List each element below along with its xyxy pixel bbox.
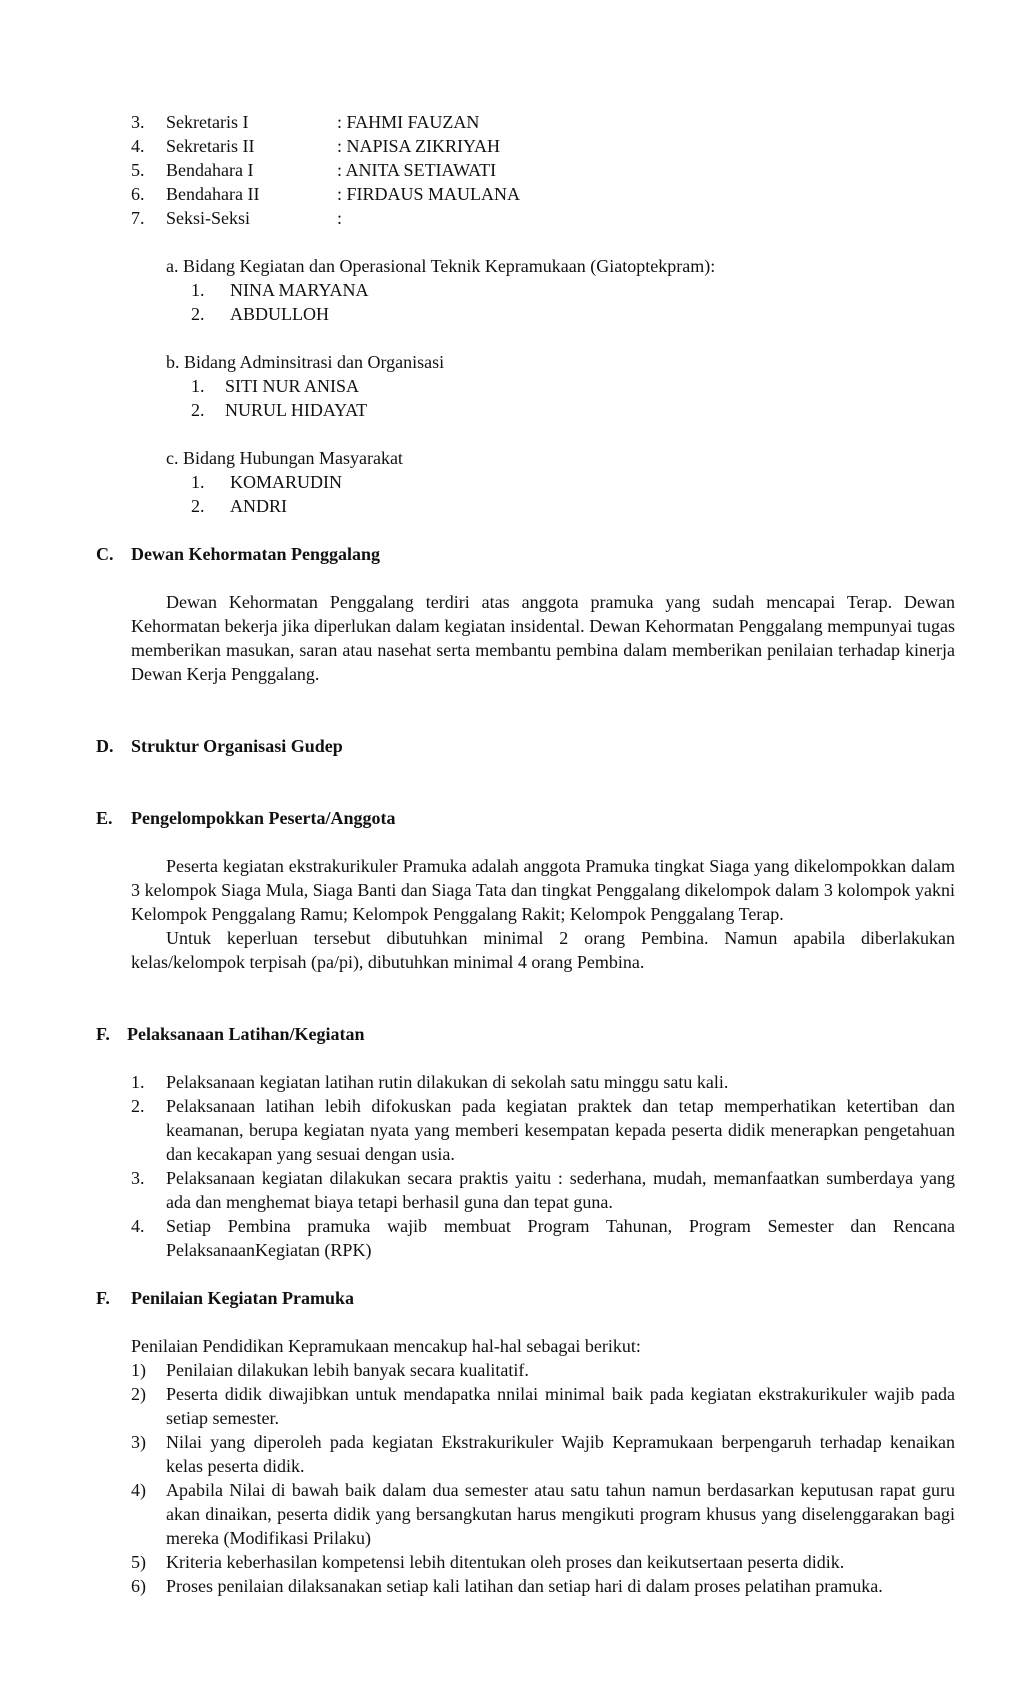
item-num: 4): [131, 1480, 146, 1500]
item-text: Kriteria keberhasilan kompetensi lebih ditentukan oleh proses dan keikutsertaan peserta didik.: [166, 1552, 845, 1572]
officer-name: :: [337, 208, 343, 228]
member-name: NURUL HIDAYAT: [225, 400, 368, 420]
officer-num: 4.: [131, 136, 145, 156]
list-item: [131, 1166, 955, 1214]
item-text: Pelaksanaan latihan lebih difokuskan pada kegiatan praktek dan tetap memperhatikan ketertiban dan keamanan, berupa kegiatan nyata yang memberi kesempatan kepada peserta didik menerapkan pengetahuan dan kecakapan yang sesuai dengan usia.: [166, 1096, 955, 1164]
member-name: NINA MARYANA: [230, 280, 369, 300]
section-letter: C.: [96, 544, 114, 564]
officer-name: : FIRDAUS MAULANA: [337, 184, 521, 204]
paragraph: Peserta kegiatan ekstrakurikuler Pramuka adalah anggota Pramuka tingkat Siaga yang dikelompokkan dalam 3 kelompok Siaga Mula, Siaga Banti dan Siaga Tata dan tingkat Penggalang dikelompok dalam 3 kolompok yakni Kelompok Penggalang Ramu; Kelompok Penggalang Rakit; Kelompok Penggalang Terap.: [131, 856, 955, 924]
item-num: 1.: [131, 1072, 145, 1092]
item-text: Peserta didik diwajibkan untuk mendapatka nnilai minimal baik pada kegiatan ekstrakurikuler wajib pada setiap semester.: [166, 1384, 955, 1428]
member-num: 1.: [191, 472, 205, 492]
section-letter: F.: [96, 1288, 110, 1308]
item-text: Pelaksanaan kegiatan dilakukan secara praktis yaitu : sederhana, mudah, memanfaatkan sumberdaya yang ada dan menghemat biaya tetapi berhasil guna dan tepat guna.: [166, 1168, 955, 1212]
item-text: Setiap Pembina pramuka wajib membuat Program Tahunan, Program Semester dan Rencana PelaksanaanKegiatan (RPK): [166, 1216, 955, 1260]
section-heading: Struktur Organisasi Gudep: [131, 736, 343, 756]
item-num: 2): [131, 1384, 146, 1404]
officer-role: Sekretaris II: [166, 136, 255, 156]
officer-role: Seksi-Seksi: [166, 208, 251, 228]
item-num: 4.: [131, 1216, 145, 1236]
member-num: 2.: [191, 400, 205, 420]
item-num: 5): [131, 1552, 146, 1572]
bidang-title: a. Bidang Kegiatan dan Operasional Teknik Kepramukaan (Giatoptekpram):: [166, 256, 716, 276]
item-num: 6): [131, 1576, 146, 1596]
item-text: Pelaksanaan kegiatan latihan rutin dilakukan di sekolah satu minggu satu kali.: [166, 1072, 729, 1092]
item-text: Penilaian dilakukan lebih banyak secara kualitatif.: [166, 1360, 529, 1380]
member-name: KOMARUDIN: [230, 472, 342, 492]
item-num: 3.: [131, 1168, 145, 1188]
officer-role: Bendahara I: [166, 160, 254, 180]
section-heading: Pengelompokkan Peserta/Anggota: [131, 808, 396, 828]
list-item: [131, 1574, 955, 1622]
officer-num: 5.: [131, 160, 145, 180]
item-num: 3): [131, 1432, 146, 1452]
item-num: 2.: [131, 1096, 145, 1116]
section-e-body: [131, 854, 955, 974]
list-item: [131, 1478, 955, 1550]
member-num: 2.: [191, 496, 205, 516]
list-item: [131, 1358, 955, 1382]
bidang-title: b. Bidang Adminsitrasi dan Organisasi: [166, 352, 445, 372]
section-letter: E.: [96, 808, 113, 828]
section-heading: Dewan Kehormatan Penggalang: [131, 544, 380, 564]
officer-name: : FAHMI FAUZAN: [337, 112, 480, 132]
section-heading: Pelaksanaan Latihan/Kegiatan: [127, 1024, 365, 1044]
section-c-body: [131, 590, 955, 686]
section-letter: F.: [96, 1024, 110, 1044]
officer-name: : ANITA SETIAWATI: [337, 160, 497, 180]
section-intro: Penilaian Pendidikan Kepramukaan mencakup hal-hal sebagai berikut:: [131, 1336, 641, 1356]
member-name: SITI NUR ANISA: [225, 376, 360, 396]
section-letter: D.: [96, 736, 114, 756]
bidang-title: c. Bidang Hubungan Masyarakat: [166, 448, 403, 468]
officer-name: : NAPISA ZIKRIYAH: [337, 136, 501, 156]
officer-num: 3.: [131, 112, 145, 132]
list-item: [131, 1094, 955, 1166]
paragraph: Dewan Kehormatan Penggalang terdiri atas anggota pramuka yang sudah mencapai Terap. Dewan Kehormatan bekerja jika diperlukan dalam kegiatan insidental. Dewan Kehormatan Penggalang mempunyai tugas memberikan masukan, saran atau nasehat serta membantu pembina dalam memberikan penilaian terhadap kinerja Dewan Kerja Penggalang.: [131, 592, 955, 684]
list-item: [131, 1214, 955, 1262]
member-num: 2.: [191, 304, 205, 324]
officer-role: Bendahara II: [166, 184, 260, 204]
member-num: 1.: [191, 280, 205, 300]
section-heading: Penilaian Kegiatan Pramuka: [131, 1288, 355, 1308]
item-text: Nilai yang diperoleh pada kegiatan Ekstrakurikuler Wajib Kepramukaan berpengaruh terhadap kenaikan kelas peserta didik.: [166, 1432, 955, 1476]
member-name: ANDRI: [230, 496, 287, 516]
item-text: Apabila Nilai di bawah baik dalam dua semester atau satu tahun namun berdasarkan keputusan rapat guru akan dinaikan, peserta didik yang bersangkutan harus mengikuti program khusus yang diselenggarakan bagi mereka (Modifikasi Prilaku): [166, 1480, 955, 1548]
paragraph: Untuk keperluan tersebut dibutuhkan minimal 2 orang Pembina. Namun apabila diberlakukan kelas/kelompok terpisah (pa/pi), dibutuhkan minimal 4 orang Pembina.: [131, 928, 955, 972]
list-item: [131, 1550, 955, 1574]
list-item: [131, 1070, 955, 1094]
officer-num: 6.: [131, 184, 145, 204]
officer-role: Sekretaris I: [166, 112, 249, 132]
member-name: ABDULLOH: [230, 304, 329, 324]
member-num: 1.: [191, 376, 205, 396]
item-num: 1): [131, 1360, 146, 1380]
item-text: Proses penilaian dilaksanakan setiap kali latihan dan setiap hari di dalam proses pelatihan pramuka.: [166, 1576, 883, 1596]
list-item: [131, 1430, 955, 1478]
list-item: [131, 1382, 955, 1430]
officer-num: 7.: [131, 208, 145, 228]
